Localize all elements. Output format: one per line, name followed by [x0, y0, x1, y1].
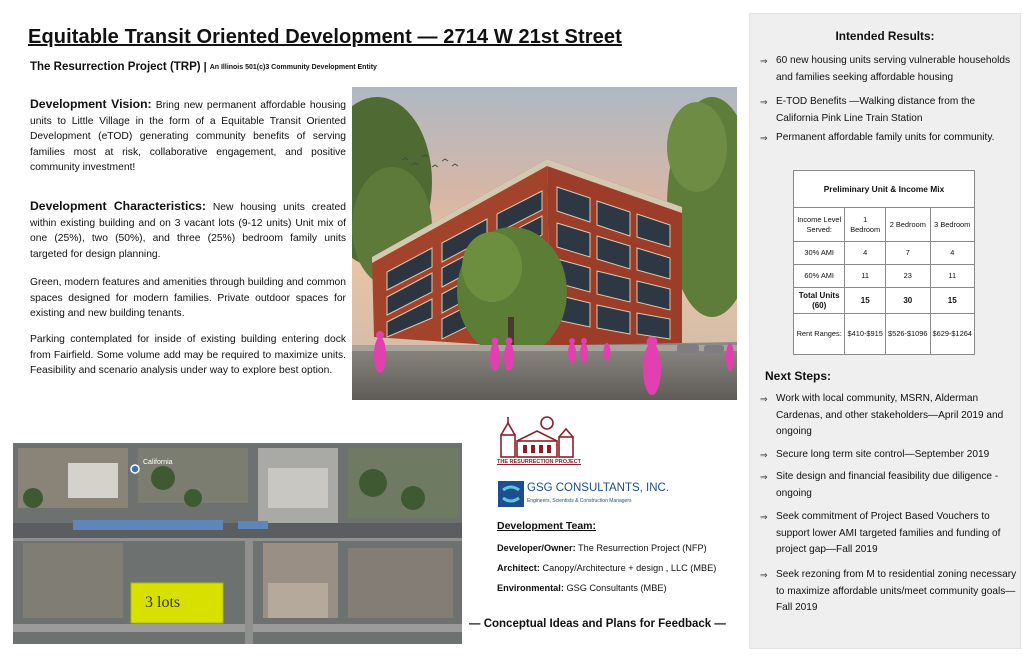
table-header-row [794, 208, 975, 242]
vision-paragraph [30, 97, 346, 176]
table-cell: 11 [930, 265, 974, 288]
table-cell: 60% AMI [794, 265, 845, 288]
result-text: 60 new housing units serving vulnerable households and families seeking affordable housing [776, 55, 1010, 83]
table-cell: 15 [930, 288, 974, 314]
table-cell: $526-$1096 [886, 314, 930, 355]
result-text: E-TOD Benefits —Walking distance from the California Pink Line Train Station [776, 96, 976, 124]
step-text: Site design and financial feasibility due diligence - ongoing [776, 471, 999, 499]
org-note: An Illinois 501(c)3 Community Development Entity [209, 64, 377, 71]
building-rendering [352, 87, 737, 400]
developer-value: The Resurrection Project (NFP) [578, 543, 707, 553]
table-header-cell: 3 Bedroom [930, 208, 974, 242]
team-heading: Development Team: [497, 520, 596, 532]
step-text: Work with local community, MSRN, Alderman Cardenas, and other stakeholders—April 2019 and ongoing [776, 393, 1004, 437]
step-item [760, 567, 1018, 617]
table-row [794, 288, 975, 314]
arrow-icon: ⇒ [760, 97, 768, 107]
team-environmental [497, 583, 667, 593]
table-cell: Total Units (60) [794, 288, 845, 314]
characteristics-text: New housing units created within existing building and on 3 vacant lots (9-12 units) Unit mix of one (25%), two (50%), and three (25%) bedroom family units targeted for design planning. [30, 202, 346, 260]
developer-label: Developer/Owner: [497, 543, 576, 553]
table-cell: $410-$915 [845, 314, 886, 355]
arrow-icon: ⇒ [760, 570, 768, 580]
arrow-icon: ⇒ [760, 450, 768, 460]
step-text: Seek commitment of Project Based Vouchers to support lower AMI targeted families and funding of project gap—Fall 2019 [776, 511, 1001, 555]
characteristics-heading: Development Characteristics: [30, 199, 206, 213]
station-label: California [143, 459, 173, 466]
arrow-icon: ⇒ [760, 133, 768, 143]
gsg-mark-icon [497, 480, 525, 508]
table-cell: 11 [845, 265, 886, 288]
footer-note: — Conceptual Ideas and Plans for Feedback — [469, 618, 726, 630]
aerial-map-art [13, 443, 462, 644]
next-steps-title: Next Steps: [765, 369, 832, 383]
church-icon [495, 415, 581, 461]
team-architect [497, 563, 716, 573]
page-title: Equitable Transit Oriented Development — 2714 W 21st Street [28, 26, 622, 48]
table-row [794, 265, 975, 288]
table-cell: 4 [930, 242, 974, 265]
architect-label: Architect: [497, 563, 540, 573]
step-item [760, 509, 1018, 559]
step-text: Secure long term site control—September 2019 [776, 449, 990, 460]
subtitle [30, 61, 377, 73]
lot-label: 3 lots [145, 594, 181, 611]
architect-value: Canopy/Architecture + design , LLC (MBE) [542, 563, 717, 573]
table-cell: 7 [886, 242, 930, 265]
table-row [794, 314, 975, 355]
table-cell: 4 [845, 242, 886, 265]
table-cell: 15 [845, 288, 886, 314]
building-rendering-art [352, 87, 737, 400]
result-item [760, 130, 1018, 147]
table-cell: $629-$1264 [930, 314, 974, 355]
subtitle-separator: | [203, 61, 207, 73]
arrow-icon: ⇒ [760, 512, 768, 522]
org-name: The Resurrection Project (TRP) [30, 61, 201, 73]
vision-heading: Development Vision: [30, 97, 152, 111]
characteristics-paragraph [30, 199, 346, 262]
step-item [760, 469, 1018, 502]
parking-paragraph: Parking contemplated for inside of existing building entering dock from Fairfield. Some volume add may be required to maximize units. Feasibility and scenario analysis under way to explore best option. [30, 334, 346, 377]
team-developer [497, 543, 707, 553]
table-cell: Rent Ranges: [794, 314, 845, 355]
step-item [760, 447, 1018, 464]
table-header-cell: 1 Bedroom [845, 208, 886, 242]
table-cell: 30% AMI [794, 242, 845, 265]
gsg-name: GSG CONSULTANTS, INC. [527, 482, 670, 494]
table-header-cell: 2 Bedroom [886, 208, 930, 242]
step-text: Seek rezoning from M to residential zoning necessary to maximize affordable units/meet community goals—Fall 2019 [776, 569, 1017, 613]
table-row [794, 242, 975, 265]
table-cell: 30 [886, 288, 930, 314]
results-title: Intended Results: [835, 29, 935, 43]
result-item [760, 53, 1018, 86]
arrow-icon: ⇒ [760, 56, 768, 66]
result-item [760, 94, 1018, 127]
table-header-cell: Income Level Served: [794, 208, 845, 242]
environmental-label: Environmental: [497, 583, 564, 593]
green-paragraph: Green, modern features and amenities through building and common spaces designed for modern families. Private outdoor spaces for existing and new building tenants. [30, 277, 346, 320]
table-cell: 23 [886, 265, 930, 288]
gsg-tagline: Engineers, Scientists & Construction Managers [527, 498, 632, 504]
aerial-map [13, 443, 462, 644]
environmental-value: GSG Consultants (MBE) [566, 583, 667, 593]
trp-logo-text: THE RESURRECTION PROJECT [497, 459, 582, 465]
table-caption: Preliminary Unit & Income Mix [794, 171, 975, 208]
vision-text: Bring new permanent affordable housing units to Little Village in the form of a Equitable Transit Oriented Development (eTOD) generating community benefits of serving families most at risk, collaborative engagement, and positive community investment! [30, 100, 346, 174]
result-text: Permanent affordable family units for community. [776, 132, 995, 143]
unit-income-mix-table [793, 170, 975, 355]
step-item [760, 391, 1018, 441]
arrow-icon: ⇒ [760, 472, 768, 482]
arrow-icon: ⇒ [760, 394, 768, 404]
